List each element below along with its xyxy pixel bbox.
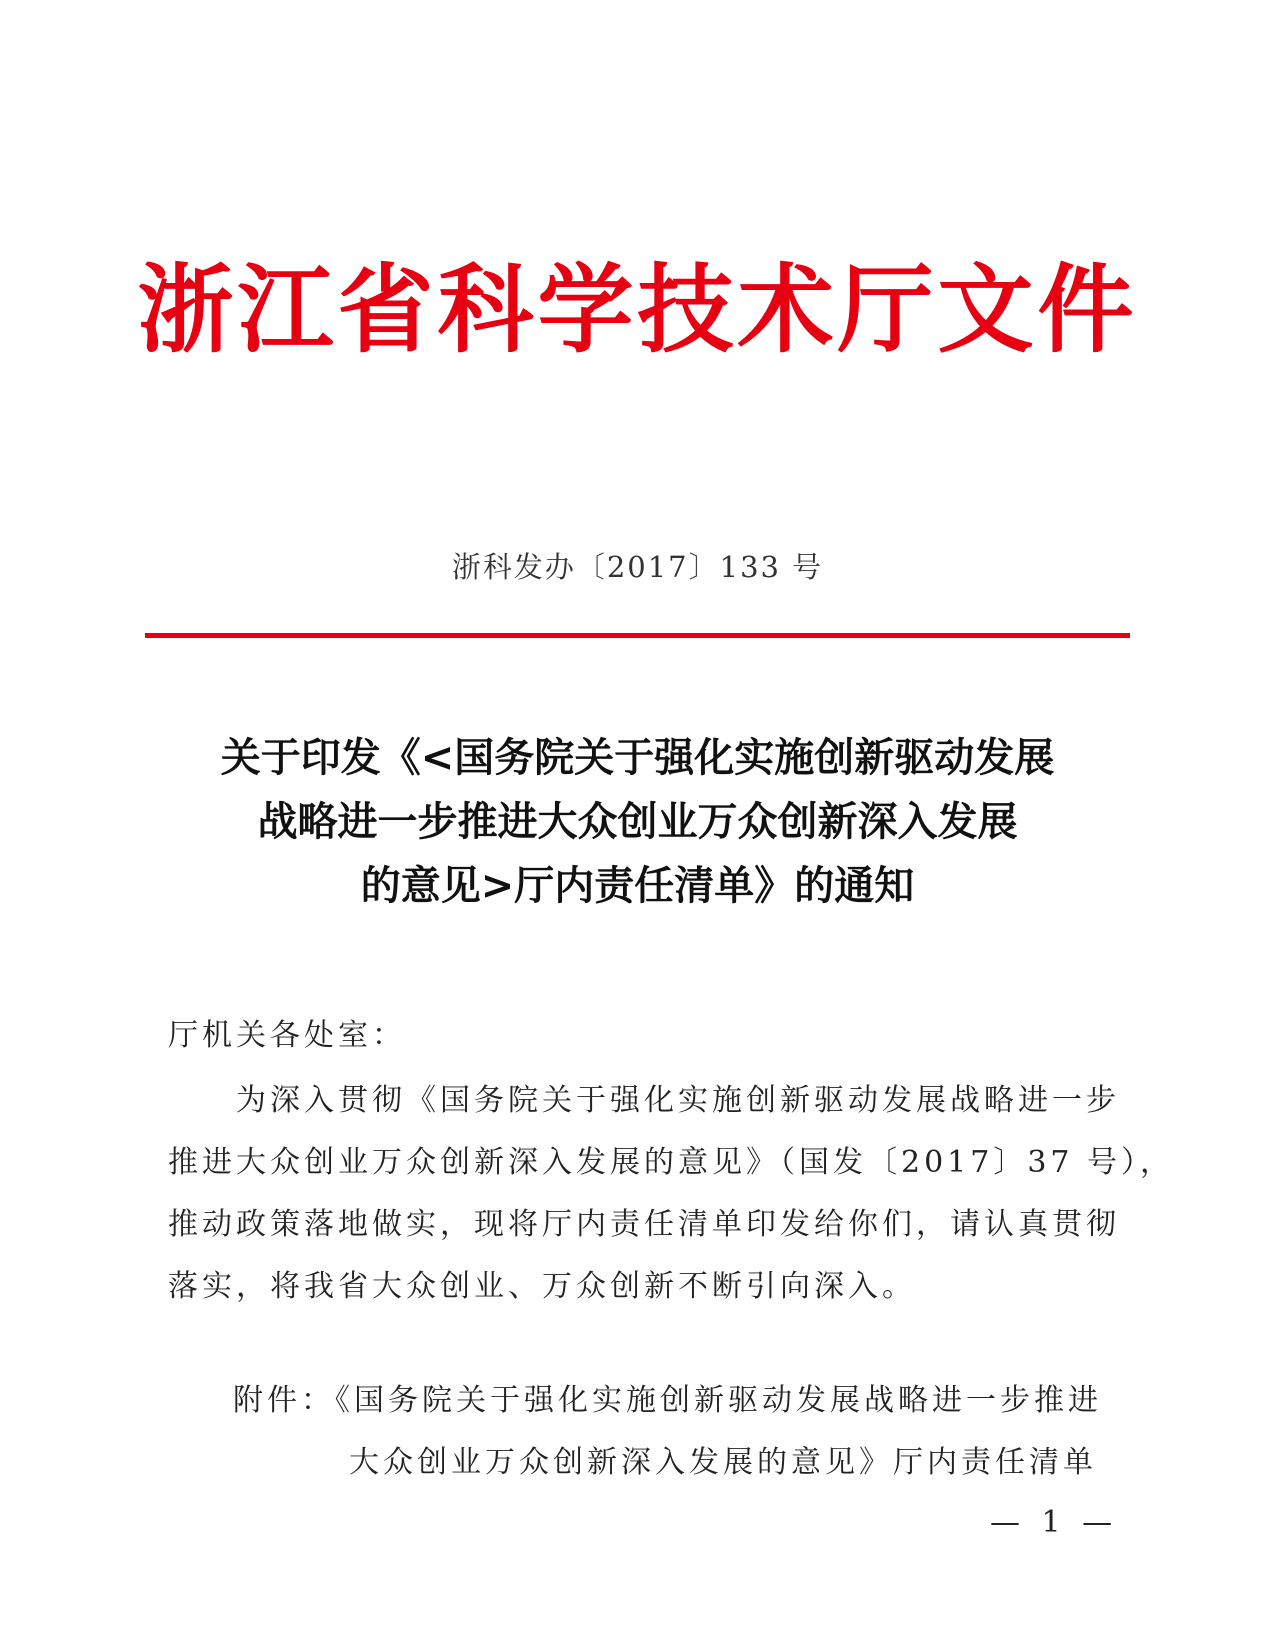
attachment-line: 附件：《国务院关于强化实施创新驱动发展战略进一步推进 bbox=[233, 1383, 1102, 1418]
red-separator-line bbox=[145, 633, 1130, 638]
attachment-note bbox=[233, 1370, 1102, 1494]
paragraph-line: 推动政策落地做实，现将厅内责任清单印发给你们，请认真贯彻 bbox=[168, 1207, 1120, 1242]
title-line: 的意见>厅内责任清单》的通知 bbox=[360, 863, 915, 909]
salutation: 厅机关各处室： bbox=[168, 1018, 406, 1053]
paragraph-line: 推进大众创业万众创新深入发展的意见》（国发〔2017〕37 号）， bbox=[168, 1145, 1175, 1180]
body-paragraph bbox=[168, 1070, 1175, 1318]
title-line: 关于印发《<国务院关于强化实施创新驱动发展 bbox=[220, 735, 1055, 781]
document-number: 浙科发办〔2017〕133 号 bbox=[451, 550, 824, 584]
paragraph-line: 落实，将我省大众创业、万众创新不断引向深入。 bbox=[168, 1269, 916, 1304]
paragraph-line: 为深入贯彻《国务院关于强化实施创新驱动发展战略进一步 bbox=[168, 1083, 1120, 1118]
masthead-title: 浙江省科学技术厅文件 bbox=[137, 253, 1138, 366]
title-line: 战略进一步推进大众创业万众创新深入发展 bbox=[257, 799, 1018, 845]
page-number: — 1 — bbox=[990, 1505, 1119, 1540]
document-title bbox=[0, 726, 1275, 918]
attachment-line: 大众创业万众创新深入发展的意见》厅内责任清单 bbox=[349, 1445, 1097, 1480]
